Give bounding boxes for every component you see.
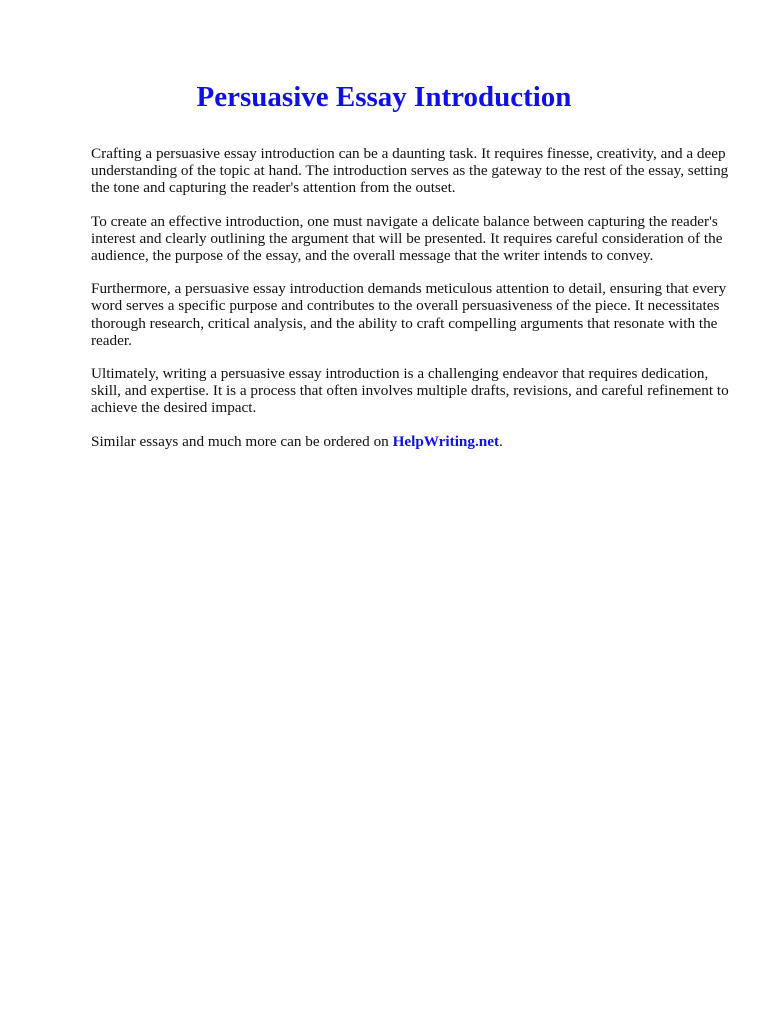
closing-suffix: . <box>499 432 503 450</box>
paragraph-3: Furthermore, a persuasive essay introduction demands meticulous attention to detail, ensuring that every word serves a specific purpose and contributes to the overall persuasiveness of the piece. It necessitates thorough research, critical analysis, and the ability to craft compelling arguments that resonate with the reader. <box>91 280 727 349</box>
paragraph-4: Ultimately, writing a persuasive essay introduction is a challenging endeavor that requires dedication, skill, and expertise. It is a process that often involves multiple drafts, revisions, and careful refinement to achieve the desired impact. <box>91 365 729 417</box>
closing-line <box>91 433 731 450</box>
helpwriting-link[interactable]: HelpWriting.net <box>392 432 500 450</box>
closing-prefix: Similar essays and much more can be ordered on <box>91 432 393 450</box>
document-title: Persuasive Essay Introduction <box>196 81 572 113</box>
document-body <box>91 145 731 466</box>
paragraph-2: To create an effective introduction, one must navigate a delicate balance between capturing the reader's interest and clearly outlining the argument that will be presented. It requires careful consideration of the audience, the purpose of the essay, and the overall message that the writer intends to convey. <box>91 212 723 265</box>
paragraph-1: Crafting a persuasive essay introduction can be a daunting task. It requires finesse, creativity, and a deep understanding of the topic at hand. The introduction serves as the gateway to the rest of the essay, setting the tone and capturing the reader's attention from the outset. <box>91 145 729 197</box>
